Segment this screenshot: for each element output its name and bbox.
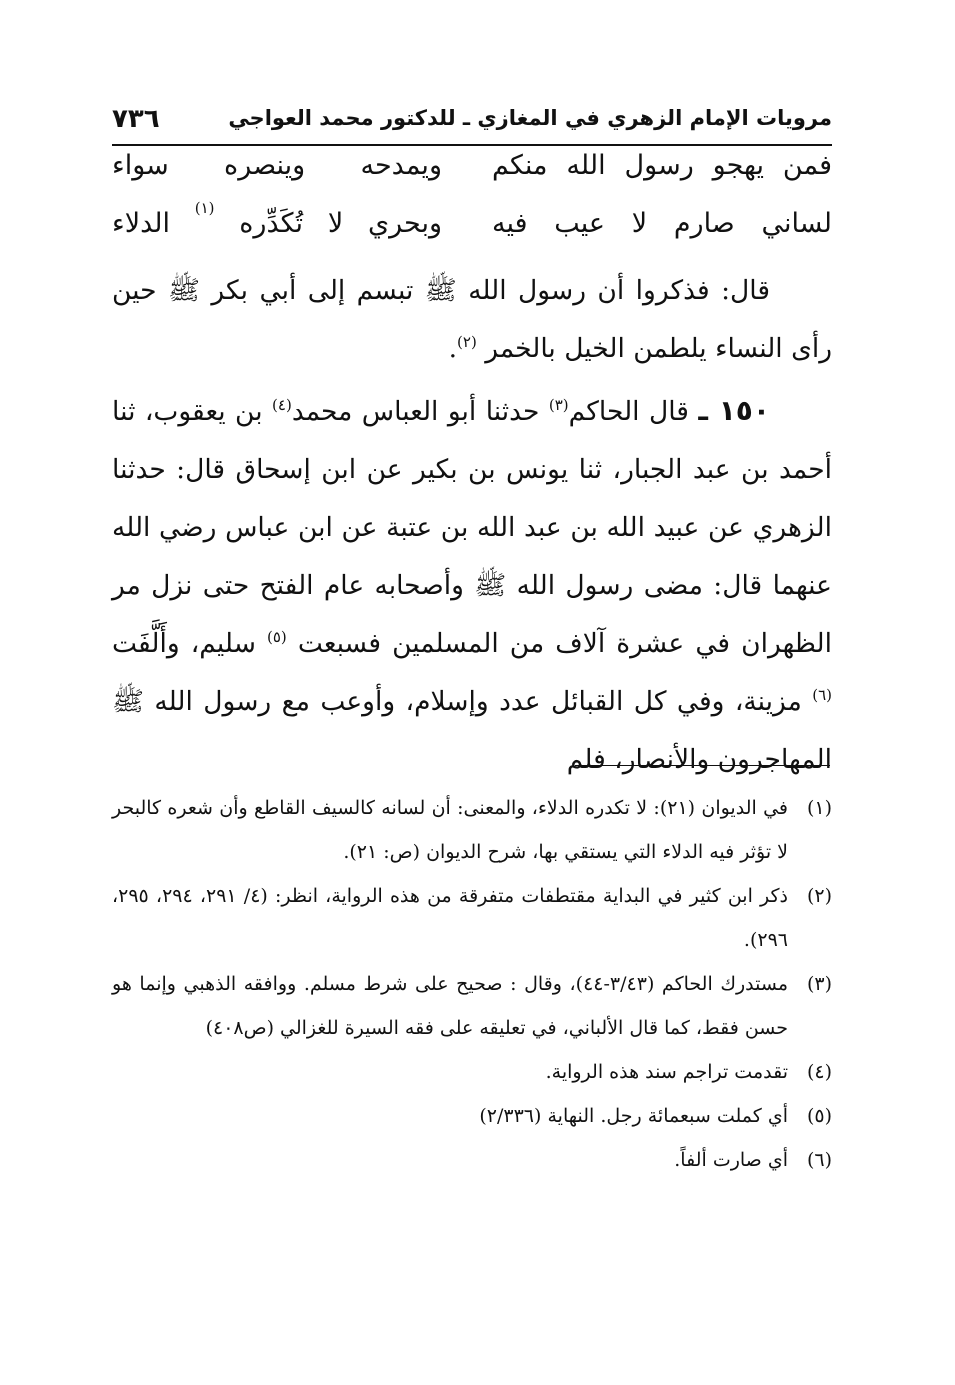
hadith-paragraph xyxy=(112,382,832,789)
footnote-number: (٤) xyxy=(806,1061,832,1083)
hadith-text-segment: بن يعقوب، ثنا أحمد بن عبد الجبار، ثنا يونس بن بكير عن ابن إسحاق قال: حدثنا الزهري عن عبيد الله بن عبد الله بن عتبة عن ابن عباس رضي الله عنهما قال: مضى رسول الله ﷺ وأصحابه عام الفتح حتى نزل مر الظهران في عشرة آلاف من المسلمين فسبعت xyxy=(112,396,832,659)
verse-word: وبحري xyxy=(367,208,442,239)
footnote-text: تقدمت تراجم سند هذه الرواية. xyxy=(545,1061,788,1083)
verse-word: ويمدحه xyxy=(360,150,442,181)
verse-word: سواء xyxy=(112,150,169,181)
hadith-number: ١٥٠ ـ xyxy=(698,394,770,427)
footnote-number: (٢) xyxy=(806,885,832,907)
verse-word: وينصره xyxy=(224,150,306,181)
footnote-1 xyxy=(112,786,832,874)
footnote-ref-3: (٣) xyxy=(548,396,569,415)
footnote-separator xyxy=(575,765,830,766)
running-title: مرويات الإمام الزهري في المغازي ـ للدكتور محمد العواجي xyxy=(228,106,832,130)
footnote-text: أي كملت سبعمائة رجل. النهاية (٢/٣٣٦) xyxy=(479,1105,788,1127)
footnote-ref-1: (١) xyxy=(194,199,215,217)
footnote-number: (٣) xyxy=(806,973,832,995)
verse-word: الله xyxy=(566,150,606,181)
footnote-ref-5: (٥) xyxy=(267,628,287,647)
paragraph-period: . xyxy=(448,333,458,364)
footnote-text: في الديوان (٢١): لا تكدره الدلاء، والمعنى: أن لسانه كالسيف القاطع وأن شعره كالبحر لا تؤثر فيه الدلاء التي يستقي بها، شرح الديوان (ص: ٢١). xyxy=(112,797,788,863)
paragraph-text: قال: فذكروا أن رسول الله ﷺ تبسم إلى أبي بكر ﷺ حين رأى النساء يلطمن الخيل بالخمر xyxy=(112,275,832,364)
narrative-text xyxy=(112,262,832,378)
verse-word: الدلاء xyxy=(112,208,170,239)
verse-word: فيه xyxy=(492,208,528,239)
hadith-text-segment: قال الحاكم xyxy=(568,396,689,427)
hadith-text-segment: سليم، وأَلَّفَت xyxy=(112,628,256,659)
footnote-2 xyxy=(112,874,832,962)
verse-1-first-hemistich xyxy=(492,150,832,181)
footnote-3 xyxy=(112,962,832,1050)
verse-word: تُكَدِّره xyxy=(239,208,304,239)
hadith-text-segment: مزينة، وفي كل القبائل عدد وإسلام، وأوعب مع رسول الله ﷺ المهاجرون والأنصار، فلم xyxy=(112,686,832,775)
verse-2-second-hemistich xyxy=(112,199,442,239)
verse-2-first-hemistich xyxy=(492,208,832,239)
footnote-text: أي صارت ألفاً. xyxy=(674,1149,788,1171)
verse-word: صارم xyxy=(673,208,735,239)
verse-word: عيب xyxy=(554,208,606,239)
verse-word: منكم xyxy=(492,150,548,181)
verse-1-second-hemistich xyxy=(112,150,442,181)
footnote-number: (٥) xyxy=(806,1105,832,1127)
footnote-4 xyxy=(112,1050,832,1094)
footnote-5 xyxy=(112,1094,832,1138)
hadith-text xyxy=(112,382,832,789)
footnote-number: (٦) xyxy=(806,1149,832,1171)
verse-word: فمن xyxy=(782,150,832,181)
page-number: ٧٣٦ xyxy=(112,104,160,134)
verse-word: لساني xyxy=(761,208,832,239)
footnote-6 xyxy=(112,1138,832,1182)
footnotes xyxy=(112,786,832,1182)
hadith-text-segment: حدثنا أبو العباس محمد xyxy=(291,396,540,427)
verse-word: لا xyxy=(327,208,344,239)
verse-word: لا xyxy=(631,208,648,239)
poem-verse-1 xyxy=(112,150,832,198)
footnote-ref-6: (٦) xyxy=(812,686,832,705)
verse-word: يهجو xyxy=(712,150,764,181)
footnote-ref-2: (٢) xyxy=(457,333,477,352)
footnote-text: مستدرك الحاكم (٣/٤٣-٤٤)، وقال : صحيح على شرط مسلم. ووافقه الذهبي وإنما هو حسن فقط، كما قال الألباني، في تعليقه على فقه السيرة للغزالي (ص٤٠٨) xyxy=(112,973,788,1039)
poem-verse-2 xyxy=(112,199,832,256)
narrative-paragraph xyxy=(112,262,832,378)
footnote-number: (١) xyxy=(806,797,832,819)
footnote-ref-4: (٤) xyxy=(272,396,292,415)
footnote-text: ذكر ابن كثير في البداية مقتطفات متفرقة من هذه الرواية، انظر: (٤/ ٢٩١، ٢٩٤، ٢٩٥، ٢٩٦). xyxy=(112,885,788,951)
verse-word: رسول xyxy=(624,150,694,181)
running-header xyxy=(112,104,832,146)
